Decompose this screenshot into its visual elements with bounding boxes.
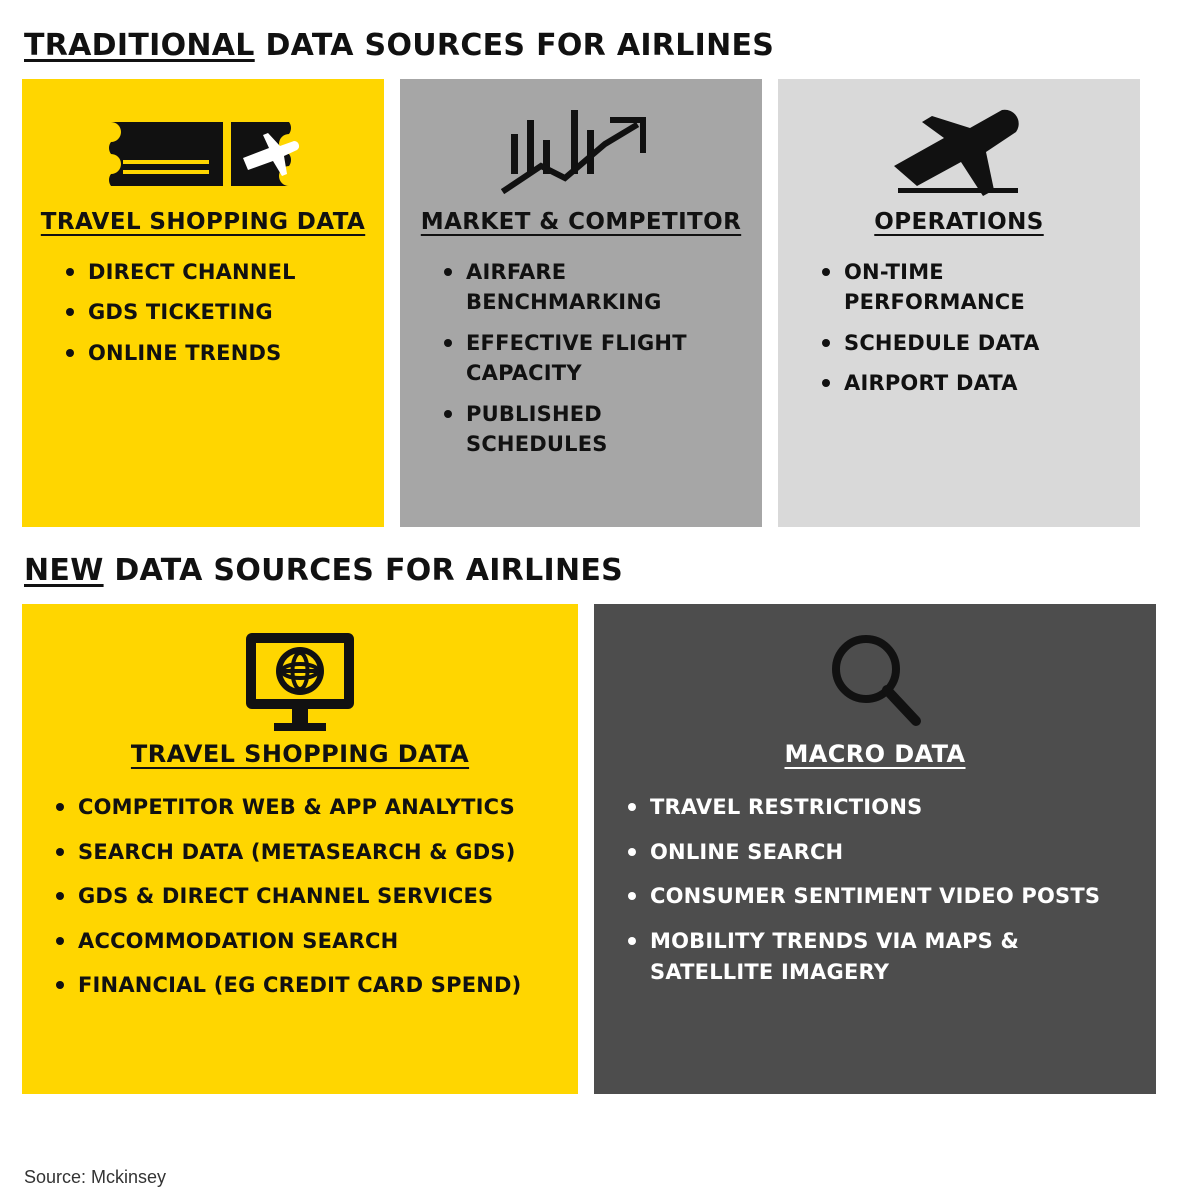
- section-heading-new: [24, 553, 1178, 588]
- new-card-row: [22, 604, 1178, 1094]
- list-item: FINANCIAL (EG CREDIT CARD SPEND): [52, 970, 564, 1002]
- list-item: GDS TICKETING: [62, 297, 370, 327]
- section-heading-highlight: NEW: [24, 553, 104, 588]
- card-bullet-list: [36, 257, 370, 378]
- magnifying-glass-icon: [820, 622, 930, 740]
- card-bullet-list: [36, 792, 564, 1015]
- list-item: AIRPORT DATA: [818, 368, 1126, 398]
- monitor-globe-icon: [240, 622, 360, 740]
- airplane-takeoff-icon: [874, 99, 1044, 209]
- card-operations: [778, 79, 1140, 527]
- list-item: COMPETITOR WEB & APP ANALYTICS: [52, 792, 564, 824]
- list-item: GDS & DIRECT CHANNEL SERVICES: [52, 881, 564, 913]
- list-item: EFFECTIVE FLIGHT CAPACITY: [440, 328, 748, 389]
- card-title: OPERATIONS: [874, 209, 1044, 235]
- card-title: MACRO DATA: [784, 740, 966, 768]
- card-title: TRAVEL SHOPPING DATA: [130, 740, 470, 768]
- card-market-and-competitor: [400, 79, 762, 527]
- traditional-card-row: [22, 79, 1178, 527]
- section-heading-highlight: TRADITIONAL: [24, 28, 255, 63]
- section-heading-rest: DATA SOURCES FOR AIRLINES: [103, 553, 624, 588]
- card-travel-shopping-data-new: [22, 604, 578, 1094]
- card-title: TRAVEL SHOPPING DATA: [40, 209, 366, 235]
- list-item: CONSUMER SENTIMENT VIDEO POSTS: [624, 881, 1142, 913]
- list-item: DIRECT CHANNEL: [62, 257, 370, 287]
- list-item: ONLINE TRENDS: [62, 338, 370, 368]
- card-bullet-list: [792, 257, 1126, 409]
- list-item: SEARCH DATA (METASEARCH & GDS): [52, 837, 564, 869]
- card-macro-data: [594, 604, 1156, 1094]
- list-item: TRAVEL RESTRICTIONS: [624, 792, 1142, 824]
- section-heading-rest: DATA SOURCES FOR AIRLINES: [254, 28, 775, 63]
- list-item: AIRFARE BENCHMARKING: [440, 257, 748, 318]
- list-item: ONLINE SEARCH: [624, 837, 1142, 869]
- card-bullet-list: [414, 257, 748, 470]
- card-title: MARKET & COMPETITOR: [420, 209, 742, 235]
- source-note: Source: Mckinsey: [24, 1167, 167, 1187]
- list-item: SCHEDULE DATA: [818, 328, 1126, 358]
- section-heading-traditional: [24, 28, 1178, 63]
- growth-chart-arrow-icon: [501, 99, 661, 209]
- list-item: ON-TIME PERFORMANCE: [818, 257, 1126, 318]
- list-item: PUBLISHED SCHEDULES: [440, 399, 748, 460]
- list-item: MOBILITY TRENDS VIA MAPS & SATELLITE IMAGERY: [624, 926, 1142, 989]
- airline-ticket-icon: [103, 99, 303, 209]
- card-bullet-list: [608, 792, 1142, 1002]
- list-item: ACCOMMODATION SEARCH: [52, 926, 564, 958]
- card-travel-shopping-data-traditional: [22, 79, 384, 527]
